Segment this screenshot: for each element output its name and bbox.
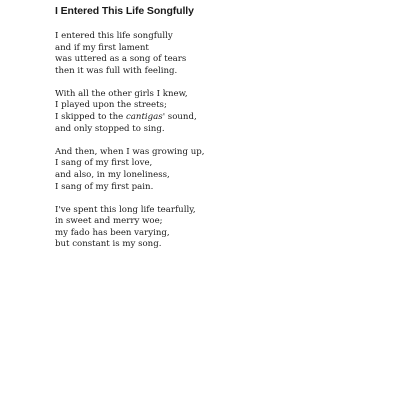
poem-line: I entered this life songfully [55,31,173,41]
stanza-2 [55,89,400,135]
poem-line [55,112,400,124]
stanza-3 [55,147,400,193]
stanza-1 [55,31,400,77]
poem-line-post: sound, [165,112,197,123]
poem-line: I've spent this long life tearfully, [55,204,196,215]
poem-title: I Entered This Life Songfully [55,5,194,17]
poem-line: and if my first lament [55,42,149,53]
poem-line: was uttered as a song of tears [55,54,187,65]
poem-line: then it was full with feeling. [55,65,178,76]
poem-line: With all the other girls I knew, [55,88,188,99]
poem-line: I sang of my first pain. [55,181,154,192]
poem-line-pre: I skipped to the [55,112,126,123]
poem-line: I played upon the streets; [55,100,167,111]
poem-line: and only stopped to sing. [55,123,165,134]
poem-line-italic-word: cantigas' [125,112,166,123]
poem-line: and also, in my loneliness, [55,169,170,180]
poem-line: And then, when I was growing up, [55,146,205,157]
poem-line: in sweet and merry woe; [55,216,163,227]
poem-line: my fado has been varying, [55,227,170,238]
stanza-4 [55,205,400,251]
poem-line: I sang of my first love, [55,158,153,169]
poem-line: but constant is my song. [55,239,162,250]
